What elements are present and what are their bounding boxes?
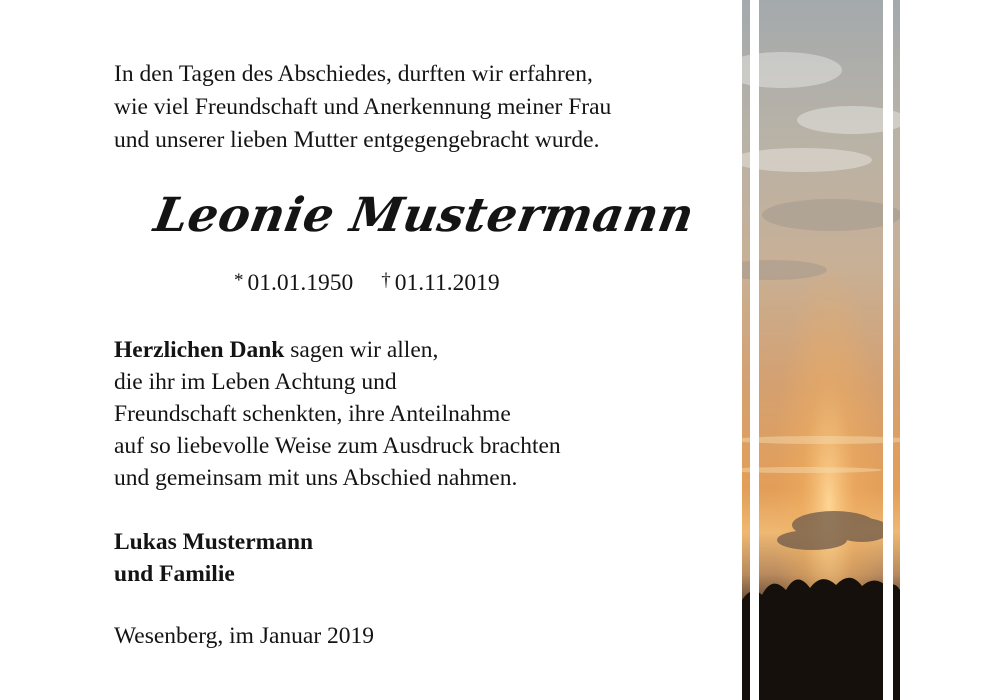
thanks-text <box>114 334 714 494</box>
intro-line: und unserer lieben Mutter entgegengebracht wurde. <box>114 127 600 153</box>
intro-line: wie viel Freundschaft und Anerkennung meiner Frau <box>114 94 612 120</box>
intro-line: In den Tagen des Abschiedes, durften wir erfahren, <box>114 61 593 87</box>
death-cross-symbol: † <box>381 270 391 291</box>
place-date: Wesenberg, im Januar 2019 <box>114 623 375 649</box>
sunset-photo <box>742 0 900 700</box>
life-dates <box>234 270 500 297</box>
death-date: 01.11.2019 <box>394 270 500 296</box>
thanks-line: die ihr im Leben Achtung und <box>114 369 397 395</box>
intro-text <box>114 58 714 157</box>
birth-symbol: * <box>234 270 244 291</box>
thanks-line: Freundschaft schenkten, ihre Anteilnahme <box>114 401 511 427</box>
signature-line: Lukas Mustermann <box>114 529 314 555</box>
thanks-line: auf so liebevolle Weise zum Ausdruck brachten <box>114 433 561 459</box>
thanks-first-line-rest: sagen wir allen, <box>284 337 439 363</box>
thanks-line <box>114 334 714 366</box>
signature-line: und Familie <box>114 561 235 587</box>
thanks-bold-lead: Herzlichen Dank <box>114 337 285 363</box>
birth-date: 01.01.1950 <box>247 270 354 296</box>
signature <box>114 526 313 590</box>
thanks-line: und gemeinsam mit uns Abschied nahmen. <box>114 465 518 491</box>
sunset-photo-image <box>742 0 900 700</box>
deceased-name: Leonie Mustermann <box>150 188 699 243</box>
